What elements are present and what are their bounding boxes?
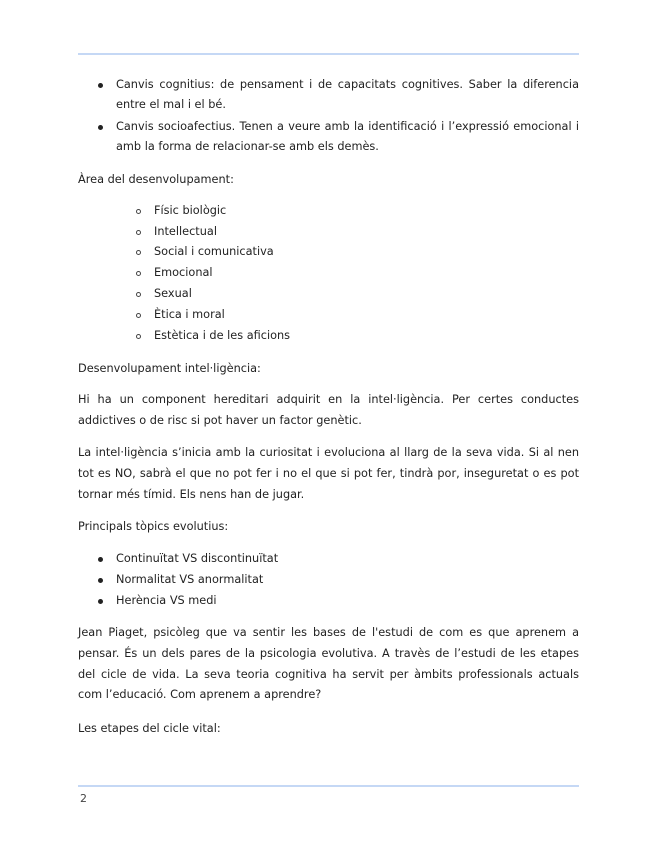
list-item: Sexual (154, 287, 192, 300)
list-item: Ètica i moral (154, 308, 225, 321)
circle-bullet-icon (136, 209, 141, 214)
paragraph: Jean Piaget, psicòleg que va sentir les bases de l'estudi de com es que aprenem a pensar. És un dels pares de la psicologia evolutiva. A travès de l’estudi de les etapes del cicle de vida. La seva teoria cognitiva ha servit per àmbits professionals actuals com l’educació. Com aprenem a aprendre? (78, 626, 579, 702)
paragraph: La intel·ligència s’inicia amb la curiositat i evoluciona al llarg de la seva vida. Si al nen tot es NO, sabrà el que no pot fer i no el que si pot fer, tindrà por, inseguretat o es pot tornar més tímid. Els nens han de jugar. (78, 446, 579, 501)
footer-rule (78, 785, 579, 787)
stages-heading: Les etapes del cicle vital: (78, 722, 221, 735)
list-item: Canvis socioafectius. Tenen a veure amb la identificació i l’expressió emocional i amb la forma de relacionar-se amb els demès. (116, 120, 579, 153)
list-item: Físic biològic (154, 204, 227, 217)
list-item: Canvis cognitius: de pensament i de capacitats cognitives. Saber la diferencia entre el mal i el bé. (116, 78, 579, 111)
circle-bullet-icon (136, 271, 141, 276)
list-item: Intellectual (154, 225, 217, 238)
list-item: Estètica i de les aficions (154, 329, 291, 342)
circle-bullet-icon (136, 250, 141, 255)
area-heading: Àrea del desenvolupament: (78, 173, 234, 186)
header-rule (78, 53, 579, 55)
list-item: Normalitat VS anormalitat (116, 573, 264, 586)
circle-bullet-icon (136, 292, 141, 297)
intel-heading: Desenvolupament intel·ligència: (78, 362, 261, 375)
list-item: Continuïtat VS discontinuïtat (116, 552, 279, 565)
circle-bullet-icon (136, 230, 141, 235)
bullet-icon (98, 83, 103, 88)
page-number: 2 (80, 792, 87, 805)
circle-bullet-icon (136, 313, 141, 318)
list-item: Emocional (154, 266, 213, 279)
bullet-icon (98, 125, 103, 130)
list-item: Social i comunicativa (154, 245, 274, 258)
circle-bullet-icon (136, 334, 141, 339)
bullet-icon (98, 599, 103, 604)
paragraph: Hi ha un component hereditari adquirit en la intel·ligència. Per certes conductes addictives o de risc si pot haver un factor genètic. (78, 393, 579, 427)
list-item: Herència VS medi (116, 594, 217, 607)
bullet-icon (98, 578, 103, 583)
topics-heading: Principals tòpics evolutius: (78, 520, 229, 533)
bullet-icon (98, 557, 103, 562)
